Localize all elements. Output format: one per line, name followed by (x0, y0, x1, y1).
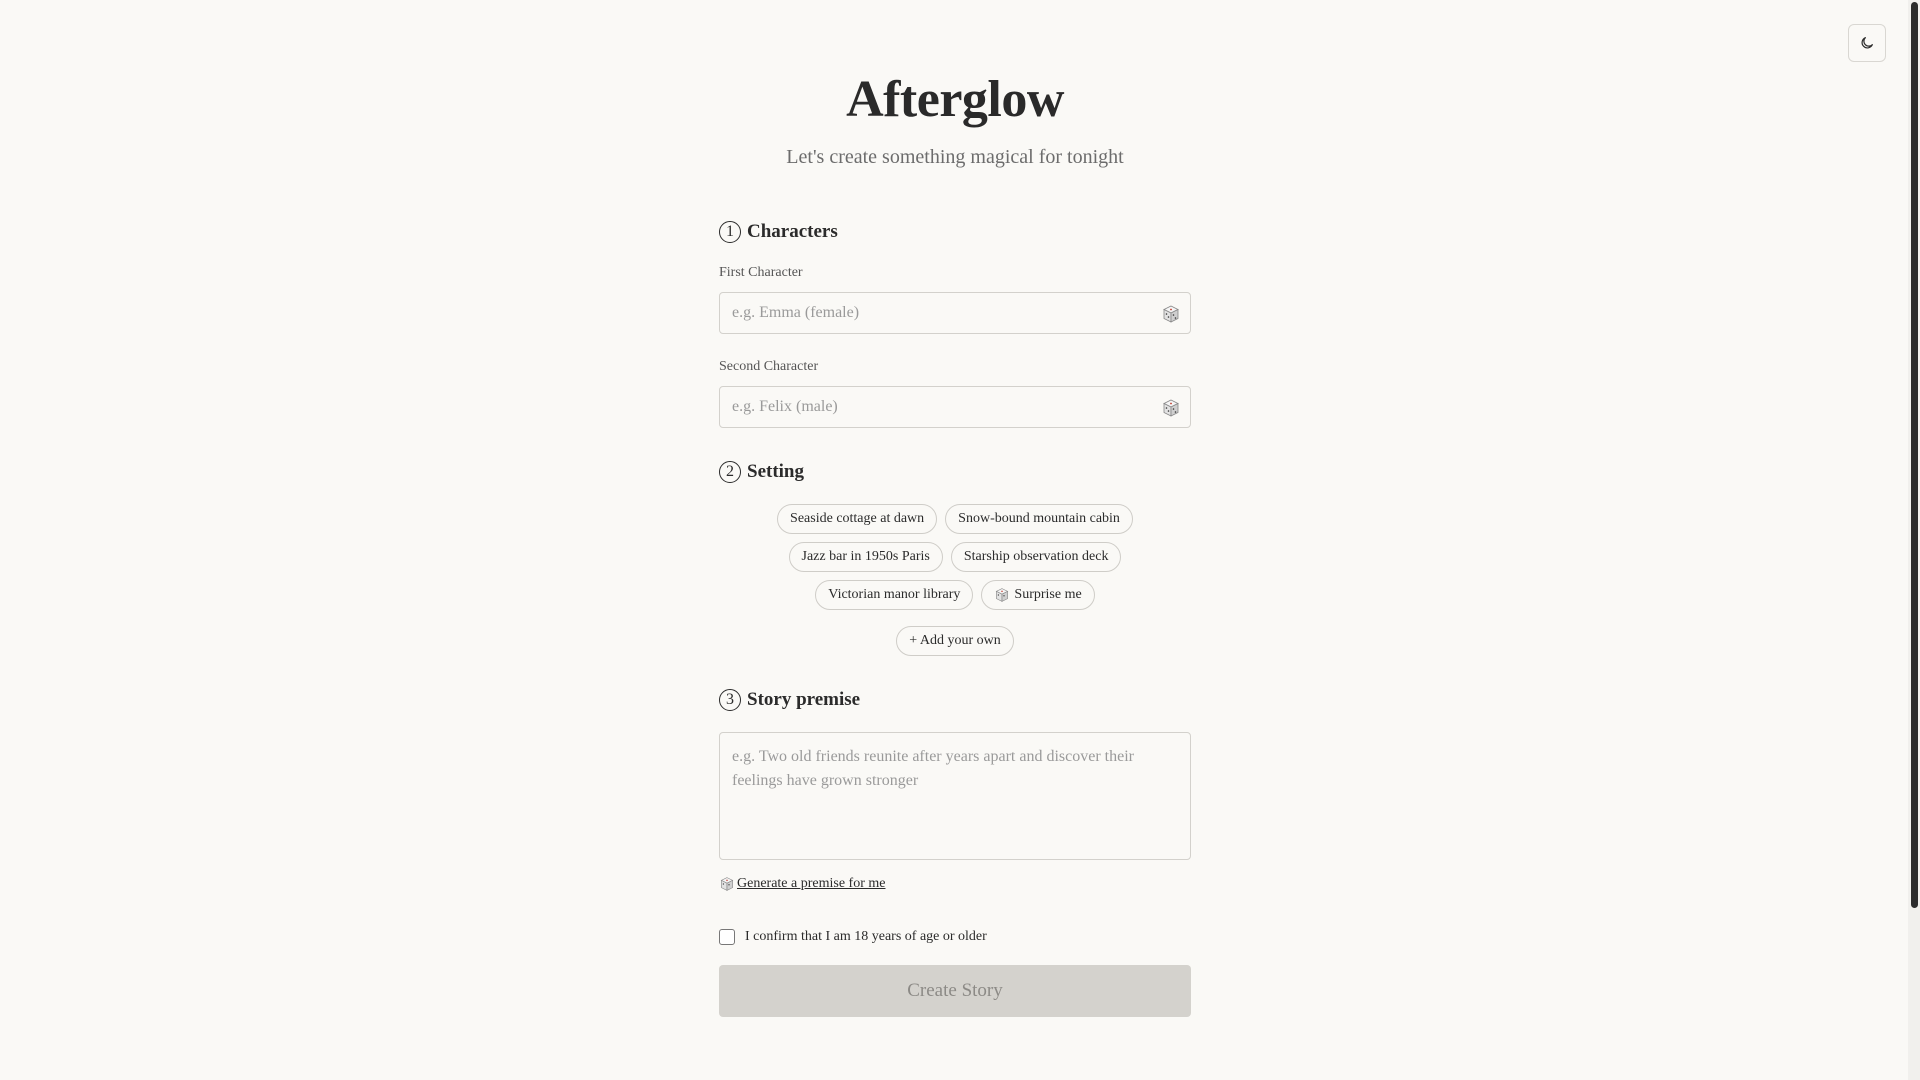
generate-premise-link[interactable] (719, 876, 885, 892)
setting-chip-starship-deck[interactable]: Starship observation deck (951, 542, 1122, 572)
scrollbar-thumb[interactable] (1911, 2, 1918, 908)
setting-chip-row (599, 626, 1311, 656)
second-character-label: Second Character (719, 359, 819, 374)
setting-chip-seaside-cottage[interactable]: Seaside cottage at dawn (777, 504, 937, 534)
generate-premise-label: Generate a premise for me (737, 876, 886, 891)
setting-chip-row (599, 542, 1311, 572)
premise-field (719, 732, 1191, 860)
chip-label: Surprise me (1014, 587, 1082, 602)
setting-chip-row (599, 580, 1311, 610)
create-story-button[interactable]: Create Story (719, 965, 1191, 1017)
section-setting-heading (719, 461, 804, 483)
dice-icon (1161, 398, 1181, 418)
setting-chip-jazz-bar[interactable]: Jazz bar in 1950s Paris (789, 542, 943, 572)
step-number-1: 1 (719, 221, 741, 243)
age-confirm-label[interactable]: I confirm that I am 18 years of age or older (745, 929, 987, 944)
randomize-second-character-button[interactable] (1160, 397, 1182, 419)
section-title: Characters (747, 221, 838, 242)
second-character-input[interactable] (720, 387, 1140, 427)
dice-icon (1161, 304, 1181, 324)
second-character-field (719, 386, 1191, 428)
randomize-first-character-button[interactable] (1160, 303, 1182, 325)
dice-icon (994, 587, 1010, 603)
section-premise-heading (719, 689, 860, 711)
app-subtitle: Let's create something magical for tonight (786, 146, 1124, 168)
theme-toggle-button[interactable] (1848, 24, 1886, 62)
section-title: Story premise (747, 689, 861, 710)
section-characters-heading (719, 221, 838, 243)
setting-chip-row (599, 504, 1311, 534)
step-number-2: 2 (719, 461, 741, 483)
first-character-input[interactable] (720, 293, 1140, 333)
app-title: Afterglow (846, 71, 1064, 128)
premise-textarea[interactable] (720, 733, 1190, 859)
moon-icon (1859, 35, 1875, 51)
add-own-setting-button[interactable]: + Add your own (896, 626, 1014, 656)
section-title: Setting (747, 461, 804, 482)
age-confirm-checkbox[interactable] (719, 929, 735, 945)
first-character-field (719, 292, 1191, 334)
dice-icon (719, 876, 735, 892)
step-number-3: 3 (719, 689, 741, 711)
first-character-label: First Character (719, 265, 803, 280)
setting-chip-mountain-cabin[interactable]: Snow-bound mountain cabin (945, 504, 1133, 534)
setting-chip-surprise-me[interactable] (981, 580, 1094, 610)
age-confirm-row (719, 929, 987, 945)
setting-chip-manor-library[interactable]: Victorian manor library (815, 580, 973, 610)
